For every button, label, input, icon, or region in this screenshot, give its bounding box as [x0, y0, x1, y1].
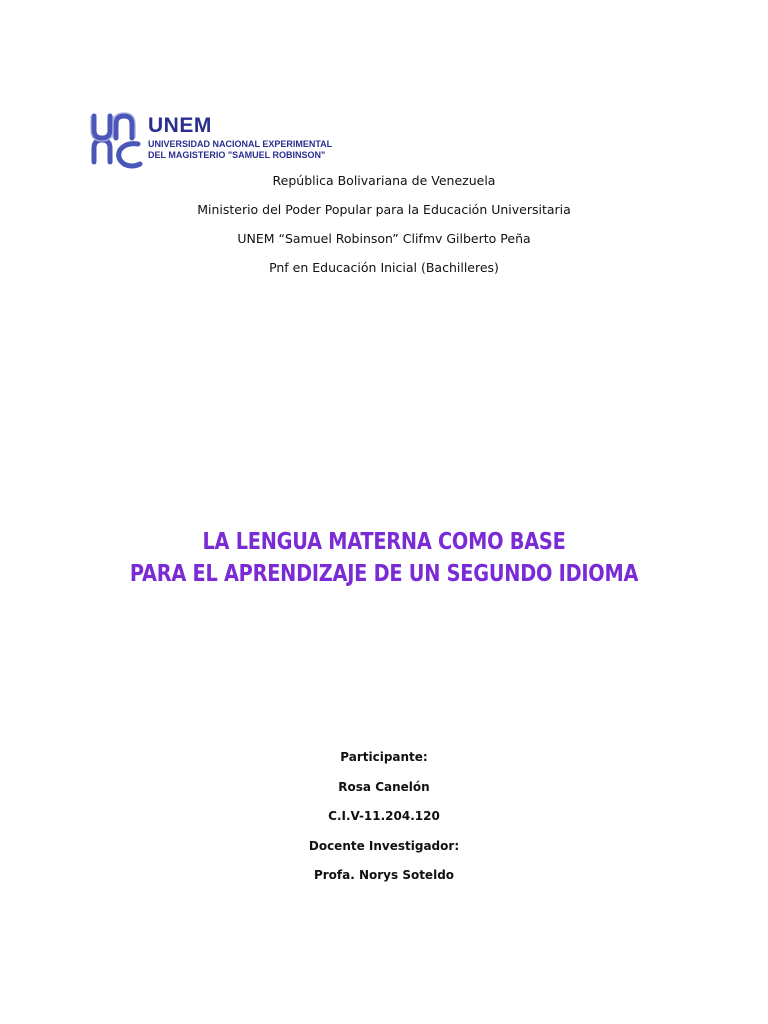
- title-line-2: PARA EL APRENDIZAJE DE UN SEGUNDO IDIOMA: [129, 561, 639, 587]
- title-line-1: LA LENGUA MATERNA COMO BASE: [202, 529, 566, 555]
- header-program: Pnf en Educación Inicial (Bachilleres): [269, 260, 499, 275]
- author-info: [0, 743, 768, 891]
- header-country: República Bolivariana de Venezuela: [272, 173, 496, 188]
- header-ministry: Ministerio del Poder Popular para la Educación Universitaria: [197, 202, 571, 217]
- participant-label: Participante:: [340, 750, 428, 764]
- institution-header: [0, 166, 768, 282]
- header-university: UNEM “Samuel Robinson” Clifmv Gilberto Peña: [237, 231, 531, 246]
- unem-emblem-icon: [88, 108, 148, 170]
- teacher-name: Profa. Norys Soteldo: [313, 868, 455, 882]
- participant-name: Rosa Canelón: [338, 779, 430, 794]
- logo-acronym: UNEM: [148, 114, 212, 137]
- unem-logo: [88, 108, 333, 170]
- logo-university-subname: DEL MAGISTERIO "SAMUEL ROBINSON": [148, 150, 326, 160]
- logo-university-name: UNIVERSIDAD NACIONAL EXPERIMENTAL: [148, 139, 333, 149]
- participant-id: C.I.V-11.204.120: [328, 809, 440, 823]
- document-title: [0, 526, 768, 590]
- teacher-label: Docente Investigador:: [308, 838, 460, 853]
